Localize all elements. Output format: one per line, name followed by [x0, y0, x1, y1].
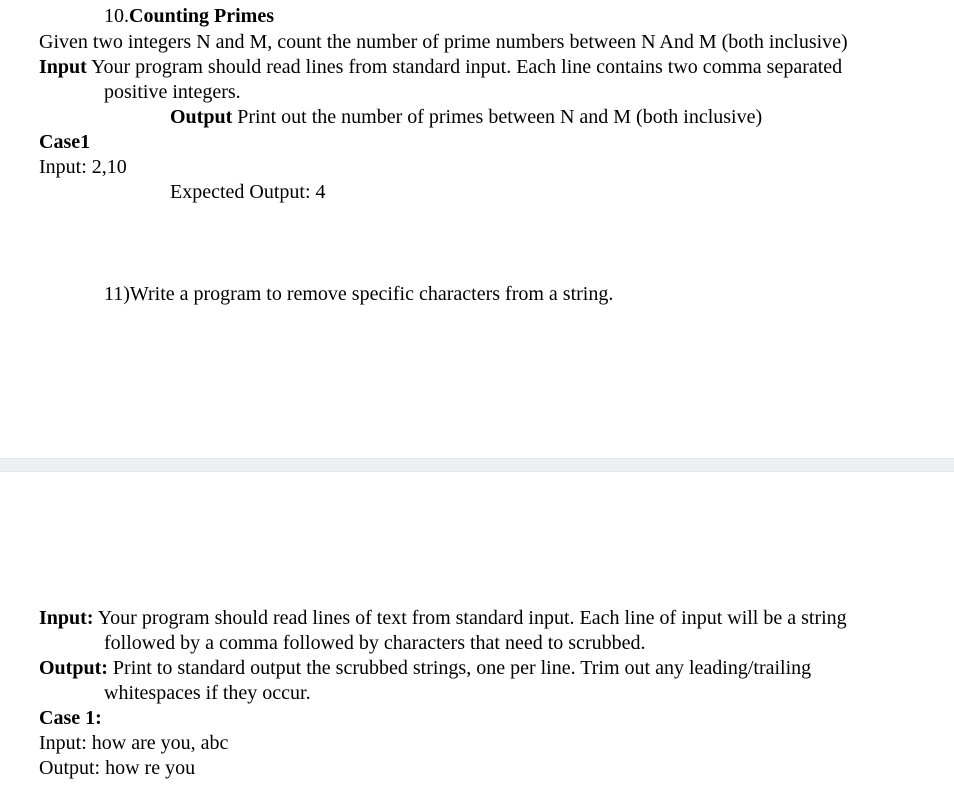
q10-input-text: Your program should read lines from standard input. Each line contains two comma separated: [86, 56, 843, 78]
q11-title: 11)Write a program to remove specific characters from a string.: [104, 283, 614, 305]
q10-input-continuation: positive integers.: [104, 81, 241, 103]
q11-output-label: Output:: [39, 657, 108, 679]
q11-output-text: Print to standard output the scrubbed strings, one per line. Trim out any leading/trailing: [107, 657, 812, 679]
q10-case-input: Input: 2,10: [39, 156, 127, 178]
q11-input-continuation: followed by a comma followed by characters that need to scrubbed.: [104, 632, 646, 654]
q10-number: 10.: [104, 5, 129, 27]
q10-description: Given two integers N and M, count the number of prime numbers between N And M (both inclusive): [39, 31, 848, 53]
q10-output-line: [170, 105, 762, 129]
q11-input-label: Input:: [39, 607, 94, 629]
q10-case-label: Case1: [39, 131, 91, 153]
q10-input-line: [39, 55, 842, 79]
q10-output-text: Print out the number of primes between N and M (both inclusive): [232, 106, 763, 128]
q10-case-expected: Expected Output: 4: [170, 181, 326, 203]
q11-output-line: [39, 656, 811, 680]
document-page-bottom: [0, 472, 954, 800]
page-separator: [0, 458, 954, 472]
q11-case-input: Input: how are you, abc: [39, 732, 229, 754]
q11-input-text: Your program should read lines of text from standard input. Each line of input will be a string: [93, 607, 847, 629]
q11-case-output: Output: how re you: [39, 757, 196, 779]
q11-case-label: Case 1:: [39, 707, 102, 729]
q11-input-line: [39, 606, 847, 630]
q10-input-label: Input: [39, 56, 87, 78]
q10-heading: [104, 4, 274, 28]
q11-output-continuation: whitespaces if they occur.: [104, 682, 311, 704]
q10-title: Counting Primes: [129, 5, 274, 27]
q10-output-label: Output: [170, 106, 233, 128]
